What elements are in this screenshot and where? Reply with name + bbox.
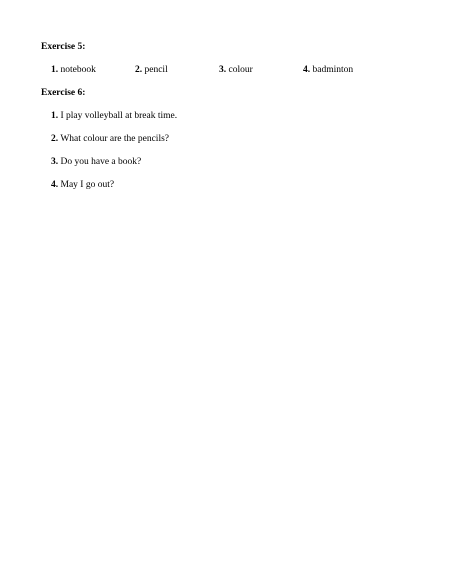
answer-text: badminton xyxy=(310,65,354,75)
answer-text: pencil xyxy=(142,65,168,75)
answer-text: Do you have a book? xyxy=(58,157,142,167)
answer-number: 4. xyxy=(303,65,311,75)
exercise-6-answer-4 xyxy=(51,179,114,191)
answer-number: 1. xyxy=(51,65,59,75)
answer-text: May I go out? xyxy=(58,180,115,190)
answer-number: 2. xyxy=(135,65,143,75)
exercise-5-answer-1 xyxy=(51,64,96,76)
answer-number: 2. xyxy=(51,134,59,144)
answer-number: 1. xyxy=(51,111,59,121)
exercise-6-answer-2 xyxy=(51,133,169,145)
answer-text: notebook xyxy=(58,65,96,75)
answer-number: 4. xyxy=(51,180,59,190)
exercise-5-answer-2 xyxy=(135,64,168,76)
answer-number: 3. xyxy=(219,65,227,75)
exercise-6-answer-3 xyxy=(51,156,141,168)
answer-text: I play volleyball at break time. xyxy=(58,111,178,121)
answer-number: 3. xyxy=(51,157,59,167)
exercise-5-answer-3 xyxy=(219,64,253,76)
exercise-6-answer-1 xyxy=(51,110,177,122)
exercise-6-heading: Exercise 6: xyxy=(41,88,86,98)
exercise-5-answer-4 xyxy=(303,64,353,76)
answer-text: What colour are the pencils? xyxy=(58,134,169,144)
answer-text: colour xyxy=(226,65,253,75)
exercise-5-answers xyxy=(0,64,450,76)
exercise-5-heading: Exercise 5: xyxy=(41,42,86,52)
